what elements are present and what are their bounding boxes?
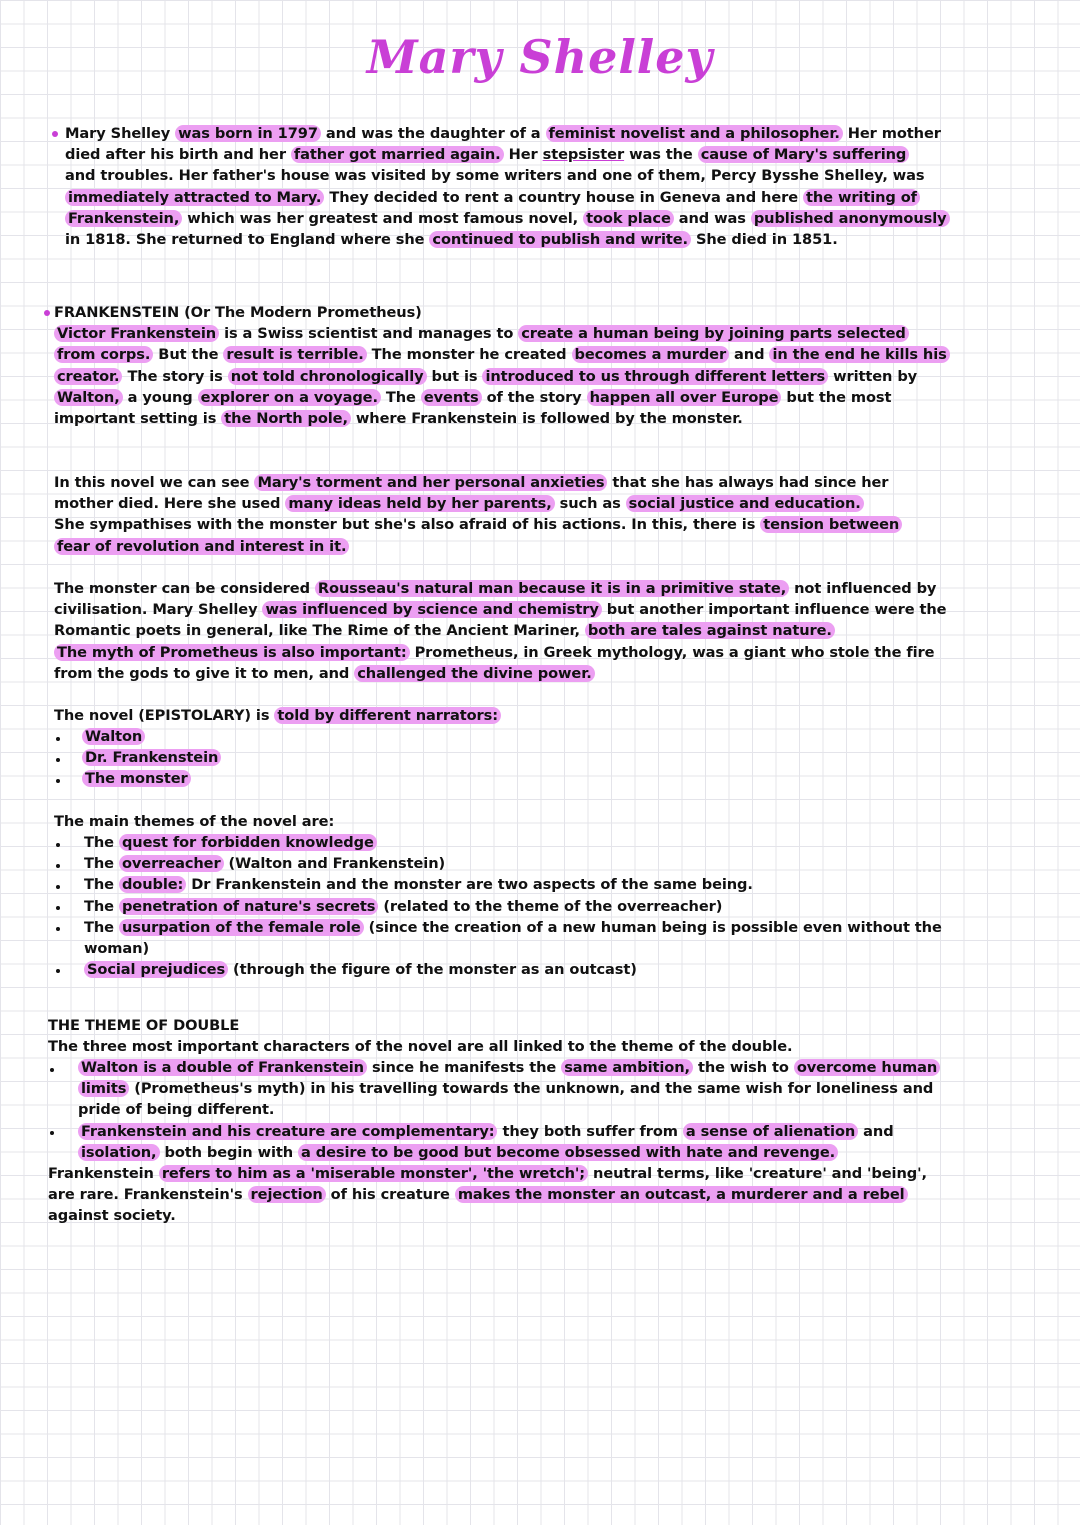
text: important setting is [54, 409, 222, 427]
highlight: overreacher [119, 855, 224, 872]
text: (since the creation of a new human being is possible even without the [363, 918, 942, 936]
bullet-icon [56, 906, 60, 910]
highlight: Frankenstein and his creature are complementary: [78, 1123, 497, 1140]
highlight: Frankenstein, [65, 210, 182, 227]
text: but is [426, 367, 483, 385]
text: but another important influence were the [601, 601, 947, 619]
bullet-icon [56, 843, 60, 847]
text: and troubles. Her father's house was visited by some writers and one of them, Percy Bysshe Shelley, was [65, 167, 925, 185]
bullet-icon [56, 885, 60, 889]
highlight: a sense of alienation [683, 1123, 858, 1140]
text: In this novel we can see [54, 474, 255, 491]
highlight: The myth of Prometheus is also important: [54, 644, 410, 661]
highlight: Walton, [54, 389, 123, 406]
bullet-icon [50, 1131, 54, 1135]
text: Dr Frankenstein and the monster are two aspects of the same being. [186, 876, 753, 894]
bio-paragraph [65, 123, 950, 250]
text: are rare. Frankenstein's [48, 1186, 248, 1204]
text: (related to the theme of the overreacher) [378, 897, 723, 915]
narrators-list [54, 705, 501, 726]
text: died after his birth and her [65, 146, 291, 164]
highlight: was born in 1797 [175, 125, 321, 142]
text: But the [153, 346, 224, 364]
page-title: Mary Shelley [366, 30, 714, 84]
highlight: a desire to be good but become obsessed with hate and revenge. [298, 1144, 838, 1161]
highlight: same ambition, [561, 1059, 693, 1076]
text: The monster can be considered [54, 580, 315, 597]
highlight: overcome human [794, 1059, 940, 1076]
text: (Walton and Frankenstein) [223, 855, 446, 873]
text: Her [503, 146, 543, 164]
highlight: usurpation of the female role [119, 919, 364, 936]
text: The [84, 897, 119, 915]
highlight: from corps. [54, 346, 153, 363]
highlight: immediately attracted to Mary. [65, 189, 324, 206]
text: written by [828, 367, 918, 385]
torment-paragraph [54, 472, 902, 557]
highlight: Victor Frankenstein [54, 325, 219, 342]
text: in 1818. She returned to England where she [65, 230, 430, 248]
text: of his creature [325, 1186, 455, 1204]
highlight: create a human being by joining parts selected [518, 325, 909, 342]
highlight: published anonymously [751, 210, 950, 227]
text: both begin with [159, 1143, 299, 1161]
highlight: creator. [54, 368, 122, 385]
text: and was [673, 209, 751, 227]
text: She died in 1851. [690, 230, 838, 248]
text: the wish to [692, 1059, 794, 1076]
text: and was the daughter of a [320, 125, 546, 142]
highlight: introduced to us through different letters [482, 368, 828, 385]
highlight: the North pole, [221, 410, 351, 427]
highlight: fear of revolution and interest in it. [54, 538, 349, 555]
double-section [48, 1015, 792, 1057]
pink-bullet-icon [52, 131, 58, 137]
text: they both suffer from [497, 1122, 683, 1140]
text: The main themes of the novel are: [54, 813, 335, 830]
text: neutral terms, like 'creature' and 'being', [588, 1165, 927, 1182]
text: where Frankenstein is followed by the monster. [350, 409, 743, 427]
list-item: Dr. Frankenstein [82, 749, 221, 766]
text: The [84, 834, 119, 851]
text: against society. [48, 1207, 176, 1225]
text: and [729, 346, 770, 364]
underlined-text: stepsister [542, 146, 625, 164]
text: The monster he created [366, 346, 572, 364]
highlight: refers to him as a 'miserable monster', 'the wretch'; [159, 1165, 588, 1182]
text: is a Swiss scientist and manages to [219, 325, 519, 343]
pink-bullet-icon [44, 310, 50, 316]
section-heading: THE THEME OF DOUBLE [48, 1017, 240, 1034]
rousseau-paragraph [54, 578, 946, 684]
highlight: becomes a murder [572, 346, 730, 363]
highlight: social justice and education. [626, 495, 864, 512]
highlight: explorer on a voyage. [198, 389, 381, 406]
highlight: result is terrible. [223, 346, 366, 363]
list-item: Walton [82, 728, 145, 745]
text: Frankenstein [48, 1165, 159, 1182]
text: which was her greatest and most famous novel, [182, 209, 584, 227]
text: The [84, 855, 119, 873]
text: The story is [122, 367, 228, 385]
highlight: Rousseau's natural man because it is in a primitive state, [315, 580, 789, 597]
highlight: father got married again. [291, 146, 504, 163]
highlight: many ideas held by her parents, [285, 495, 554, 512]
highlight: in the end he kills his [769, 346, 949, 363]
text: and [858, 1122, 894, 1140]
text: woman) [84, 939, 150, 957]
text: of the story [481, 388, 587, 406]
text: that she has always had since her [607, 474, 889, 491]
text: The three most important characters of the novel are all linked to the theme of the double. [48, 1038, 793, 1056]
highlight: challenged the divine power. [354, 665, 594, 682]
highlight: double: [119, 876, 186, 893]
text: Romantic poets in general, like The Rime of the Ancient Mariner, [54, 622, 585, 640]
text: Prometheus, in Greek mythology, was a giant who stole the fire [409, 643, 935, 661]
highlight: feminist novelist and a philosopher. [546, 125, 843, 142]
highlight: Mary's torment and her personal anxieties [254, 474, 607, 491]
highlight: cause of Mary's suffering [698, 146, 910, 163]
highlight: continued to publish and write. [429, 231, 691, 248]
highlight: tension between [760, 516, 902, 533]
highlight: happen all over Europe [587, 389, 782, 406]
bullet-icon [56, 969, 60, 973]
text: mother died. Here she used [54, 495, 286, 513]
highlight: Walton is a double of Frankenstein [78, 1059, 367, 1076]
highlight: took place [583, 210, 674, 227]
text: Her mother [842, 125, 941, 142]
highlight: rejection [248, 1186, 326, 1203]
highlight: limits [78, 1080, 129, 1097]
highlight: was influenced by science and chemistry [262, 601, 601, 618]
text: civilisation. Mary Shelley [54, 601, 263, 619]
text: since he manifests the [366, 1059, 562, 1076]
text: (Prometheus's myth) in his travelling towards the unknown, and the same wish for loneliness and [129, 1080, 934, 1098]
text: such as [554, 495, 626, 513]
themes-list [84, 832, 942, 980]
highlight: makes the monster an outcast, a murderer and a rebel [455, 1186, 908, 1203]
highlight: told by different narrators: [274, 707, 501, 724]
themes-intro [54, 811, 334, 832]
section-heading: FRANKENSTEIN (Or The Modern Prometheus) [54, 304, 422, 321]
double-closing [48, 1163, 927, 1227]
bullet-icon [50, 1068, 54, 1072]
bullet-icon [56, 864, 60, 868]
text: from the gods to give it to men, and [54, 664, 355, 682]
frankenstein-paragraph [54, 302, 950, 429]
highlight: events [421, 389, 482, 406]
narrators-items [82, 726, 221, 790]
text: The [84, 918, 119, 936]
bullet-icon [56, 927, 60, 931]
double-bullets [78, 1057, 940, 1163]
text: Mary Shelley [65, 125, 176, 142]
text: The [380, 388, 421, 406]
bullet-icon [56, 737, 60, 741]
text: was the [624, 146, 698, 164]
bullet-icon [56, 779, 60, 783]
text: a young [122, 388, 198, 406]
highlight: isolation, [78, 1144, 160, 1161]
bullet-icon [56, 758, 60, 762]
list-item: The monster [82, 770, 191, 787]
highlight: penetration of nature's secrets [119, 898, 378, 915]
text: They decided to rent a country house in Geneva and here [324, 188, 803, 206]
text: pride of being different. [78, 1101, 275, 1119]
text: The [84, 876, 119, 894]
highlight: quest for forbidden knowledge [119, 834, 377, 851]
highlight: not told chronologically [228, 368, 427, 385]
text: but the most [781, 388, 892, 406]
highlight: the writing of [803, 189, 920, 206]
highlight: Social prejudices [84, 961, 228, 978]
text: The novel (EPISTOLARY) is [54, 707, 275, 724]
highlight: both are tales against nature. [585, 622, 835, 639]
text: not influenced by [789, 580, 937, 597]
text: She sympathises with the monster but she's also afraid of his actions. In this, there is [54, 516, 761, 534]
text: (through the figure of the monster as an outcast) [228, 961, 637, 979]
